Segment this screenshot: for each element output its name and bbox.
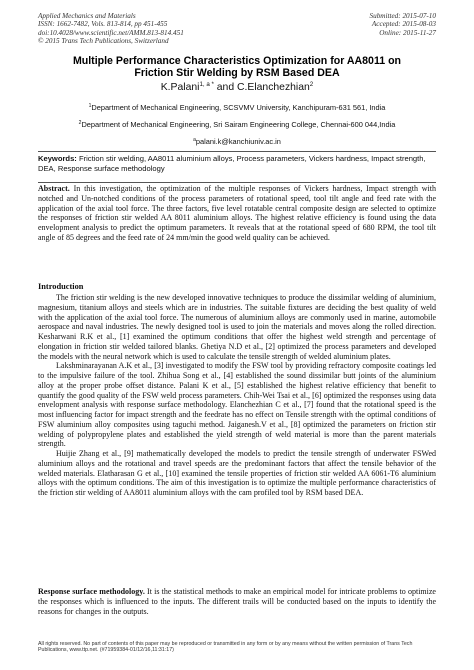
divider-top bbox=[38, 151, 436, 152]
affiliation-1-text: Department of Mechanical Engineering, SCSVMV University, Kanchipuram-631 561, India bbox=[91, 103, 386, 112]
abstract-label: Abstract. bbox=[38, 184, 70, 193]
rsm-label: Response surface methodology. bbox=[38, 587, 145, 596]
introduction-body bbox=[38, 293, 436, 498]
author-conjunction: and bbox=[216, 82, 235, 93]
author-2-marks: 2 bbox=[309, 81, 314, 88]
journal-name: Applied Mechanics and Materials bbox=[38, 12, 136, 20]
keywords-label: Keywords: bbox=[38, 154, 77, 163]
author-list bbox=[30, 81, 444, 94]
intro-paragraph-2: Lakshminarayanan A.K et al., [3] investigated to modify the FSW tool by providing refractory composite coatings led to the impulsive failure of the tool. Zhihua Song et al., [4] established the sound dissimilar butt joints of the aluminium alloy at the proper probe offset distance. Palani K et al., [5] established the highest relative efficiency that benefit to quantify the good quality of the FSW weld process parameters. Chih-Wei Tsai et al., [6] optimized the responses using data envelopment analysis with response surface methodology. Elanchezhian C et al., [7] found that the rotational speed is the most influencing factor for impact strength and the feedrate has no effect on Tensile strength with the optimal conditions of FSW aluminium alloy composites using taguchi method. Jaiganesh.V et al., [8] optimized the parameters on friction stir welding of polypropylene plates and established the yield strength of weld material is more than the parent materials strength. bbox=[38, 361, 436, 449]
affiliation-2-mark: 2 bbox=[78, 120, 82, 126]
paper-title bbox=[30, 55, 444, 80]
intro-paragraph-3: Huijie Zhang et al., [9] mathematically developed the models to predict the tensile strength of underwater FSWed aluminium alloys and the rotational and travel speeds are the predominant factors that affect the tensile behavior of the welded materials. Elatharasan G et al., [10] examined the tensile properties of friction stir welded AA 6061-T6 aluminium alloys with the optimum conditions. The aim of this investigation is to optimize the multiple performance characteristics of the friction stir welding of AA8011 aluminium alloys with the cam profiled tool by RSM based DEA. bbox=[38, 449, 436, 497]
keywords-text: Friction stir welding, AA8011 aluminium alloys, Process parameters, Vickers hardness, Impact strength, DEA, Response surface methodology bbox=[38, 154, 426, 173]
journal-issn: ISSN: 1662-7482, Vols. 813-814, pp 451-455 bbox=[38, 20, 168, 29]
rsm-text: It is the statistical methods to make an empirical model for intricate problems to optimize the responses which is influenced to the inputs. The different trails will be conducted based on the inputs to identify the reasons for changes in the outputs. bbox=[38, 587, 436, 616]
author-1-name: K.Palani bbox=[160, 82, 200, 93]
accepted-date: Accepted: 2015-08-03 bbox=[371, 20, 436, 29]
journal-doi: doi:10.4028/www.scientific.net/AMM.813-814.451 bbox=[38, 28, 184, 37]
introduction-heading: Introduction bbox=[38, 282, 84, 291]
copyright-footer: All rights reserved. No part of contents of this paper may be reproduced or transmitted in any form or by any means without the written permission of Trans Tech Publications, www.ttp.net. (#71959384-01/12/16,11:31:17) bbox=[38, 641, 413, 654]
rsm-section bbox=[38, 587, 436, 616]
submitted-date: Submitted: 2015-07-10 bbox=[369, 12, 436, 20]
intro-paragraph-1: The friction stir welding is the new developed innovative techniques to produce the dissimilar welding of aluminium, magnesium, titanium alloys and steels which are in industries. The suitable fixtures are deciding the best quality of weld with the application of the axial tool force. The numerous of aluminium alloys are commonly used in marine, automobile aerospace and naval industries. The newly designed tool is used to join the materials and moves along the rolled direction. Kesharwani R.K et al., [1] examined the optimum conditions that offer the highest weld strength and percentage of elongation in friction stir welded tailored blanks. Ghetiya N.D et al., [2] optimized the process parameters and developed the models with the neural network which is used to calculate the tensile strength of welded aluminium plates. bbox=[38, 293, 436, 361]
affiliation-1 bbox=[20, 103, 454, 112]
affiliation-1-mark: 1 bbox=[88, 103, 92, 109]
journal-copyright: © 2015 Trans Tech Publications, Switzerland bbox=[38, 36, 169, 45]
author-email bbox=[20, 137, 454, 146]
divider-bottom bbox=[38, 182, 436, 183]
abstract-text: In this investigation, the optimization of the multiple responses of Vickers hardness, Impact strength with notched and Un-notched conditions of the process parameters of rotational speed, tool tilt angle and feed rate with the application of the axial tool force. The three factors, five level rotatable central composite design are selected to optimize the responses of friction stir welded AA 8011 aluminium alloys. The highest relative efficiency is found using the data envelopment analysis to predict the optimum parameters. It reveals that at the rotational speed of 680 RPM, the tool tilt angle of 85 degrees and the feed rate of 24 mm/min the good weld quality can be achieved. bbox=[38, 184, 436, 242]
online-date: Online: 2015-11-27 bbox=[379, 28, 436, 37]
abstract bbox=[38, 184, 436, 243]
keywords bbox=[38, 154, 436, 173]
affiliation-2-text: Department of Mechanical Engineering, Sri Sairam Engineering College, Chennai-600 044,India bbox=[81, 120, 396, 129]
paper-title-line-2: Friction Stir Welding by RSM Based DEA bbox=[134, 67, 340, 80]
author-2-name: C.Elanchezhian bbox=[237, 82, 310, 93]
journal-header bbox=[38, 12, 184, 45]
email-mark: a bbox=[193, 137, 196, 143]
paper-title-line-1: Multiple Performance Characteristics Optimization for AA8011 on bbox=[72, 55, 402, 67]
email-address[interactable]: palani.k@kanchiuniv.ac.in bbox=[195, 137, 281, 146]
author-1-marks: 1, a * bbox=[199, 81, 214, 88]
submission-dates bbox=[370, 12, 436, 37]
affiliation-2 bbox=[20, 120, 454, 129]
